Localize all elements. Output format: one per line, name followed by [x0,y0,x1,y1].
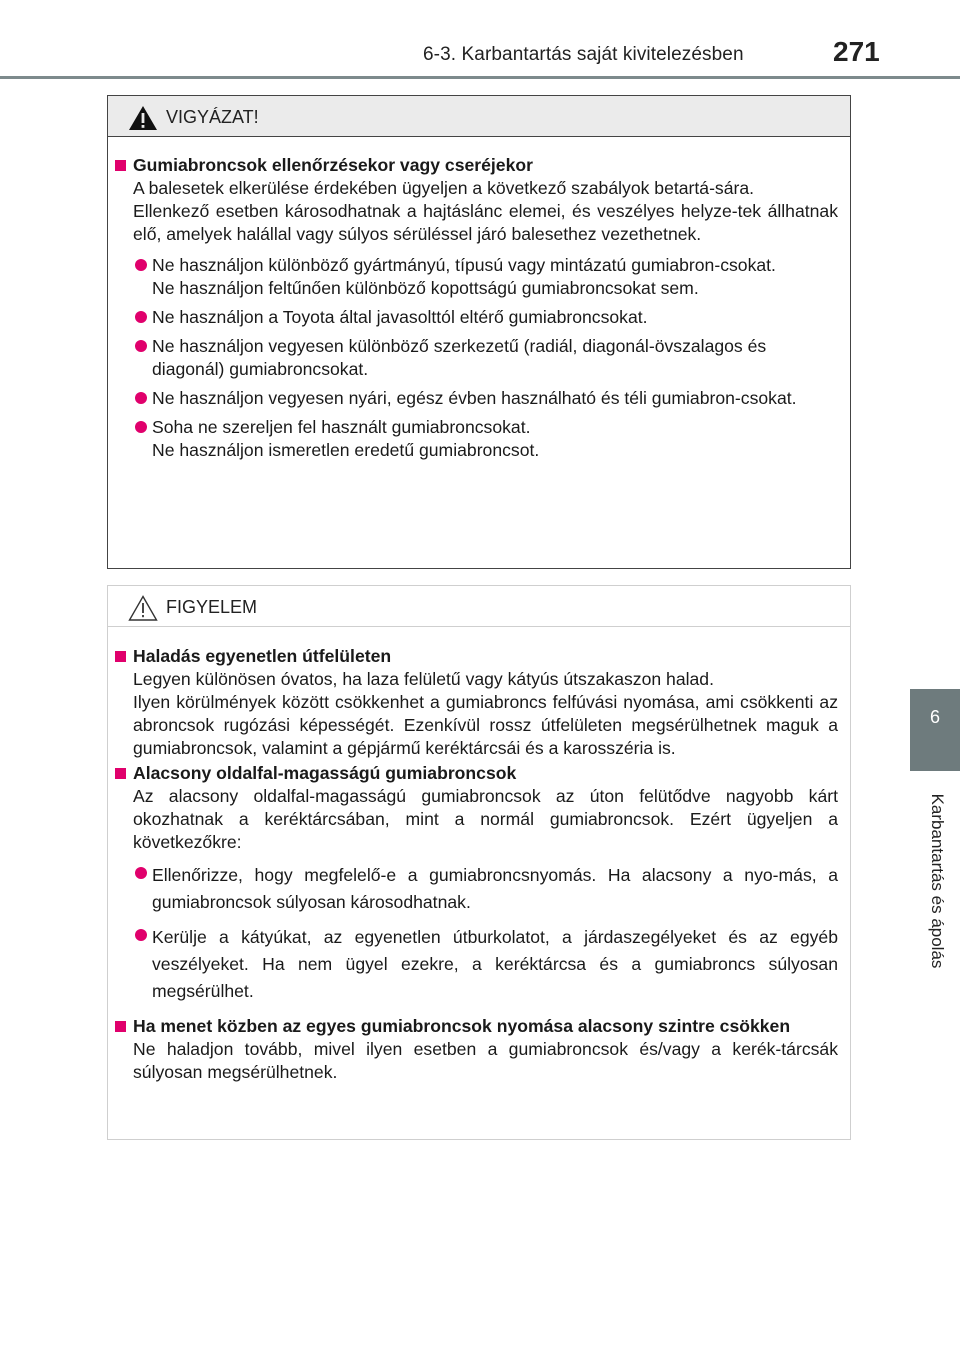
bullet-dot [135,311,147,323]
notice-content [108,645,850,1084]
header-section-title: 6-3. Karbantartás saját kivitelezésben [423,44,744,65]
bullet-text: Ne használjon vegyesen különböző szerkezetű (radiál, diagonál-övszalagos és diagonál) gumiabroncsokat. [152,336,767,379]
page-number: 271 [833,36,880,67]
warning-content [108,154,850,462]
paragraph: Ellenkező esetben károsodhatnak a hajtáslánc elemei, és veszélyes helyze-tek állhatnak elő, amelyek halállal vagy súlyos sérüléssel járó balesethez vezethetnek. [133,201,838,244]
paragraph: Az alacsony oldalfal-magasságú gumiabroncsok az úton felütődve nagyobb kárt okozhatnak a keréktárcsában, mint a normál gumiabroncsok. Ezért ügyeljen a következőkre: [133,786,838,852]
bullet-item [108,862,850,916]
section-title: Alacsony oldalfal-magasságú gumiabroncsok [133,763,517,783]
paragraph: A balesetek elkerülése érdekében ügyeljen a következő szabályok betartá-sára. [133,178,755,198]
notice-section [108,645,850,760]
bullet-text: Ellenőrizze, hogy megfelelő-e a gumiabroncsnyomás. Ha alacsony a nyo-más, a gumiabroncsok súlyosan károsodhatnak. [152,865,838,912]
section-title: Ha menet közben az egyes gumiabroncsok nyomása alacsony szintre csökken [133,1016,791,1036]
bullet-item [108,306,850,329]
section-marker [115,651,126,662]
bullet-dot [135,259,147,271]
notice-box [107,585,851,1140]
chapter-tab [910,689,960,771]
notice-header [108,586,850,627]
notice-section [108,762,850,854]
bullet-dot [135,929,147,941]
bullet-item [108,924,850,1005]
bullet-dot [135,340,147,352]
bullet-dot [135,421,147,433]
header-rule [0,76,960,79]
section-marker [115,160,126,171]
bullet-item [108,254,850,300]
chapter-side-label [928,771,947,1001]
paragraph: Ilyen körülmények között csökkenhet a gumiabroncs felfúvási nyomása, ami csökkenti az abroncsok rugózási képességét. Ezenkívül rossz útfelületen megsérülhetnek maguk a gumiabroncsok, valamint a gépjármű keréktárcsái és a karosszéria is. [133,692,838,758]
warning-label: VIGYÁZAT! [166,107,259,127]
bullet-text: Ne használjon a Toyota által javasolttól eltérő gumiabroncsokat. [152,307,648,327]
notice-label: FIGYELEM [166,597,258,617]
bullet-text: Ne használjon ismeretlen eredetű gumiabroncsot. [152,440,540,460]
chapter-number: 6 [929,707,940,727]
bullet-dot [135,867,147,879]
section-marker [115,768,126,779]
bullet-text: Soha ne szereljen fel használt gumiabroncsokat. [152,417,531,437]
bullet-text: Kerülje a kátyúkat, az egyenetlen útburkolatot, a járdaszegélyeket és az egyéb veszélyeket. Ha nem ügyel ezekre, a keréktárcsa és a gumiabroncs súlyosan megsérülhet. [152,927,838,1001]
chapter-name: Karbantartás és ápolás [928,793,947,969]
paragraph: Ne haladjon tovább, mivel ilyen esetben a gumiabroncsok és/vagy a kerék-tárcsák súlyosan megsérülhetnek. [133,1039,838,1082]
warning-header [108,96,850,137]
warning-box [107,95,851,569]
notice-section [108,1015,850,1084]
paragraph: Legyen különösen óvatos, ha laza felületű vagy kátyús útszakaszon halad. [133,669,714,689]
caution-triangle-icon [128,595,158,621]
warning-section [108,154,850,246]
section-marker [115,1021,126,1032]
bullet-text: Ne használjon vegyesen nyári, egész évben használható és téli gumiabron-csokat. [152,388,797,408]
bullet-text: Ne használjon különböző gyártmányú, típusú vagy mintázatú gumiabron-csokat. [152,255,776,275]
bullet-item [108,335,850,381]
bullet-dot [135,392,147,404]
bullet-item [108,416,850,462]
warning-triangle-icon [128,105,158,131]
section-title: Haladás egyenetlen útfelületen [133,646,392,666]
bullet-item [108,387,850,410]
bullet-text: Ne használjon feltűnően különböző kopottságú gumiabroncsokat sem. [152,278,699,298]
section-title: Gumiabroncsok ellenőrzésekor vagy cseréjekor [133,155,533,175]
